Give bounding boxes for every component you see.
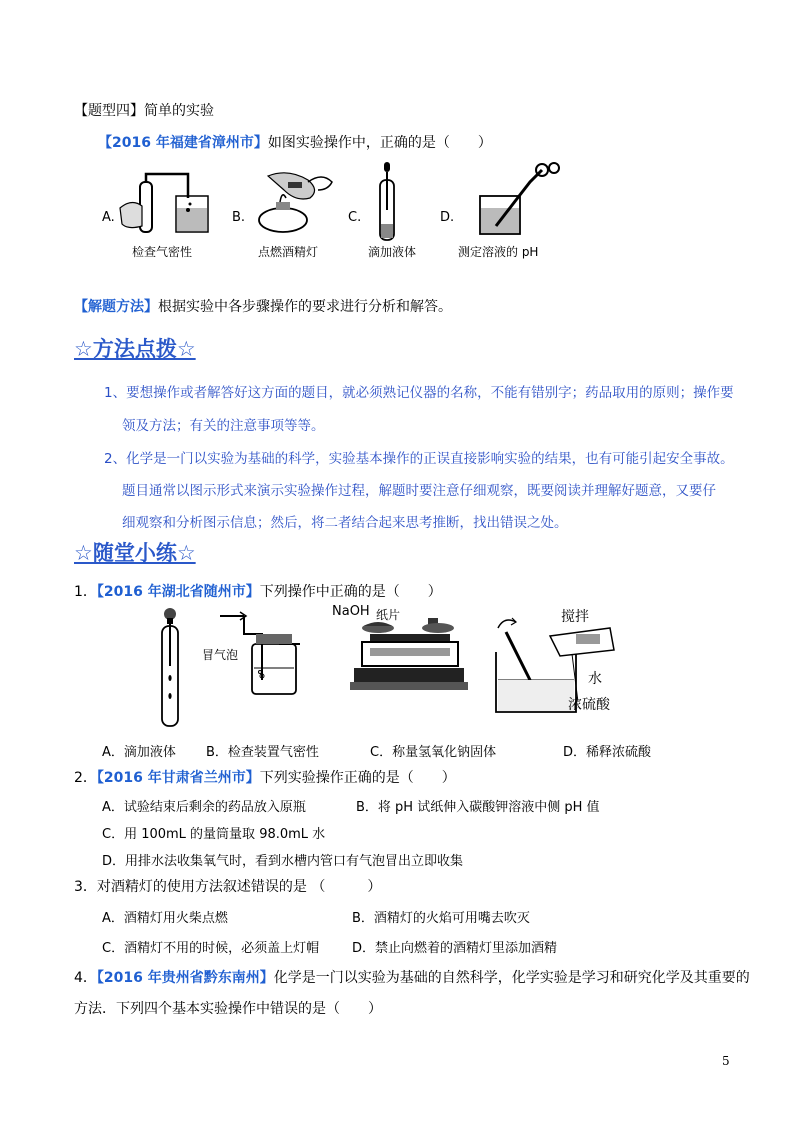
q2-option-d: D．用排水法收集氧气时，看到水槽内管口有气泡冒出立即收集	[102, 854, 464, 869]
option-letter-d: D.	[440, 210, 455, 225]
q1-number: 1．	[74, 584, 97, 600]
tip-2-line-1: 2、化学是一门以实验为基础的科学，实验基本操作的正误直接影响实验的结果，也有可能引起安全事故。	[104, 451, 734, 467]
option-letter-b: B.	[232, 210, 246, 225]
page-number: 5	[722, 1054, 730, 1068]
option-caption-d: 测定溶液的 pH	[458, 245, 539, 259]
airtight-check-figure	[118, 168, 223, 240]
tip-1-line-2: 领及方法；有关的注意事项等等。	[122, 418, 325, 434]
q3-option-d: D．禁止向燃着的酒精灯里添加酒精	[352, 941, 558, 956]
q4-number: 4．	[74, 970, 97, 986]
q2-line	[74, 767, 456, 787]
option-caption-a: 检查气密性	[132, 245, 193, 259]
q1-option-d: D．稀释浓硫酸	[563, 745, 652, 760]
q1-bubble-label: 冒气泡	[202, 648, 239, 662]
option-letter-c: C.	[348, 210, 362, 225]
tip-2-line-2: 题目通常以图示形式来演示实验操作过程，解题时要注意仔细观察，既要阅读并理解好题意，又要仔	[122, 483, 716, 499]
q1-naoh-label: NaOH	[332, 604, 370, 619]
question-source: 【2016 年福建省漳州市】	[98, 135, 268, 151]
q1-line	[74, 581, 442, 601]
q1-acid-label: 浓硫酸	[568, 697, 610, 713]
q2-option-c: C．用 100mL 的量筒量取 98.0mL 水	[102, 827, 326, 842]
q1-option-c: C．称量氢氧化钠固体	[370, 745, 497, 760]
tip-1-line-1: 1、要想操作或者解答好这方面的题目，就必须熟记仪器的名称，不能有错别字；药品取用的原则；操作要	[104, 385, 734, 401]
practice-heading: ☆随堂小练☆	[74, 541, 196, 565]
dropper-figure	[368, 160, 408, 242]
q2-number: 2．	[74, 770, 97, 786]
method-line	[74, 296, 452, 316]
q4-text-1: 化学是一门以实验为基础的自然科学，化学实验是学习和研究化学及其重要的	[273, 970, 750, 986]
q1-option-a: A．滴加液体	[102, 745, 176, 760]
q4-source: 【2016 年贵州省黔东南州】	[96, 970, 274, 986]
alcohol-lamp-figure	[248, 168, 343, 240]
q4-line-2: 方法．下列四个基本实验操作中错误的是（ ）	[74, 1001, 382, 1017]
q4-line-1	[74, 967, 750, 987]
q3-option-a: A．酒精灯用火柴点燃	[102, 911, 228, 926]
method-label: 【解题方法】	[74, 299, 158, 315]
q1-paper-label: 纸片	[376, 608, 401, 622]
option-caption-c: 滴加液体	[368, 245, 417, 259]
option-caption-b: 点燃酒精灯	[258, 245, 319, 259]
method-text: 根据实验中各步骤操作的要求进行分析和解答。	[158, 299, 452, 315]
q2-option-a: A．试验结束后剩余的药品放入原瓶	[102, 800, 306, 815]
q2-text: 下列实验操作正确的是（ ）	[259, 770, 456, 786]
tips-heading: ☆方法点拨☆	[74, 337, 196, 361]
question-line	[98, 132, 492, 152]
q1-water-label: 水	[588, 671, 602, 687]
q1-source: 【2016 年湖北省随州市】	[96, 584, 260, 600]
q2-option-b: B．将 pH 试纸伸入碳酸钾溶液中侧 pH 值	[356, 800, 600, 815]
question-text: 如图实验操作中，正确的是（ ）	[267, 135, 492, 151]
q3-option-c: C．酒精灯不用的时候，必须盖上灯帽	[102, 941, 320, 956]
q1-stir-label: 搅拌	[561, 609, 589, 625]
tip-2-line-3: 细观察和分析图示信息；然后，将二者结合起来思考推断，找出错误之处。	[122, 515, 568, 531]
q3-option-b: B．酒精灯的火焰可用嘴去吹灭	[352, 911, 530, 926]
q1-text: 下列操作中正确的是（ ）	[259, 584, 442, 600]
section-title: 【题型四】简单的实验	[74, 103, 214, 119]
option-letter-a: A.	[102, 210, 115, 225]
q1-option-b: B．检查装置气密性	[206, 745, 319, 760]
q1-dropper-figure	[150, 606, 190, 730]
ph-measure-figure	[470, 160, 560, 240]
q2-source: 【2016 年甘肃省兰州市】	[96, 770, 260, 786]
q3-text: 3．对酒精灯的使用方法叙述错误的是 （ ）	[74, 879, 382, 895]
